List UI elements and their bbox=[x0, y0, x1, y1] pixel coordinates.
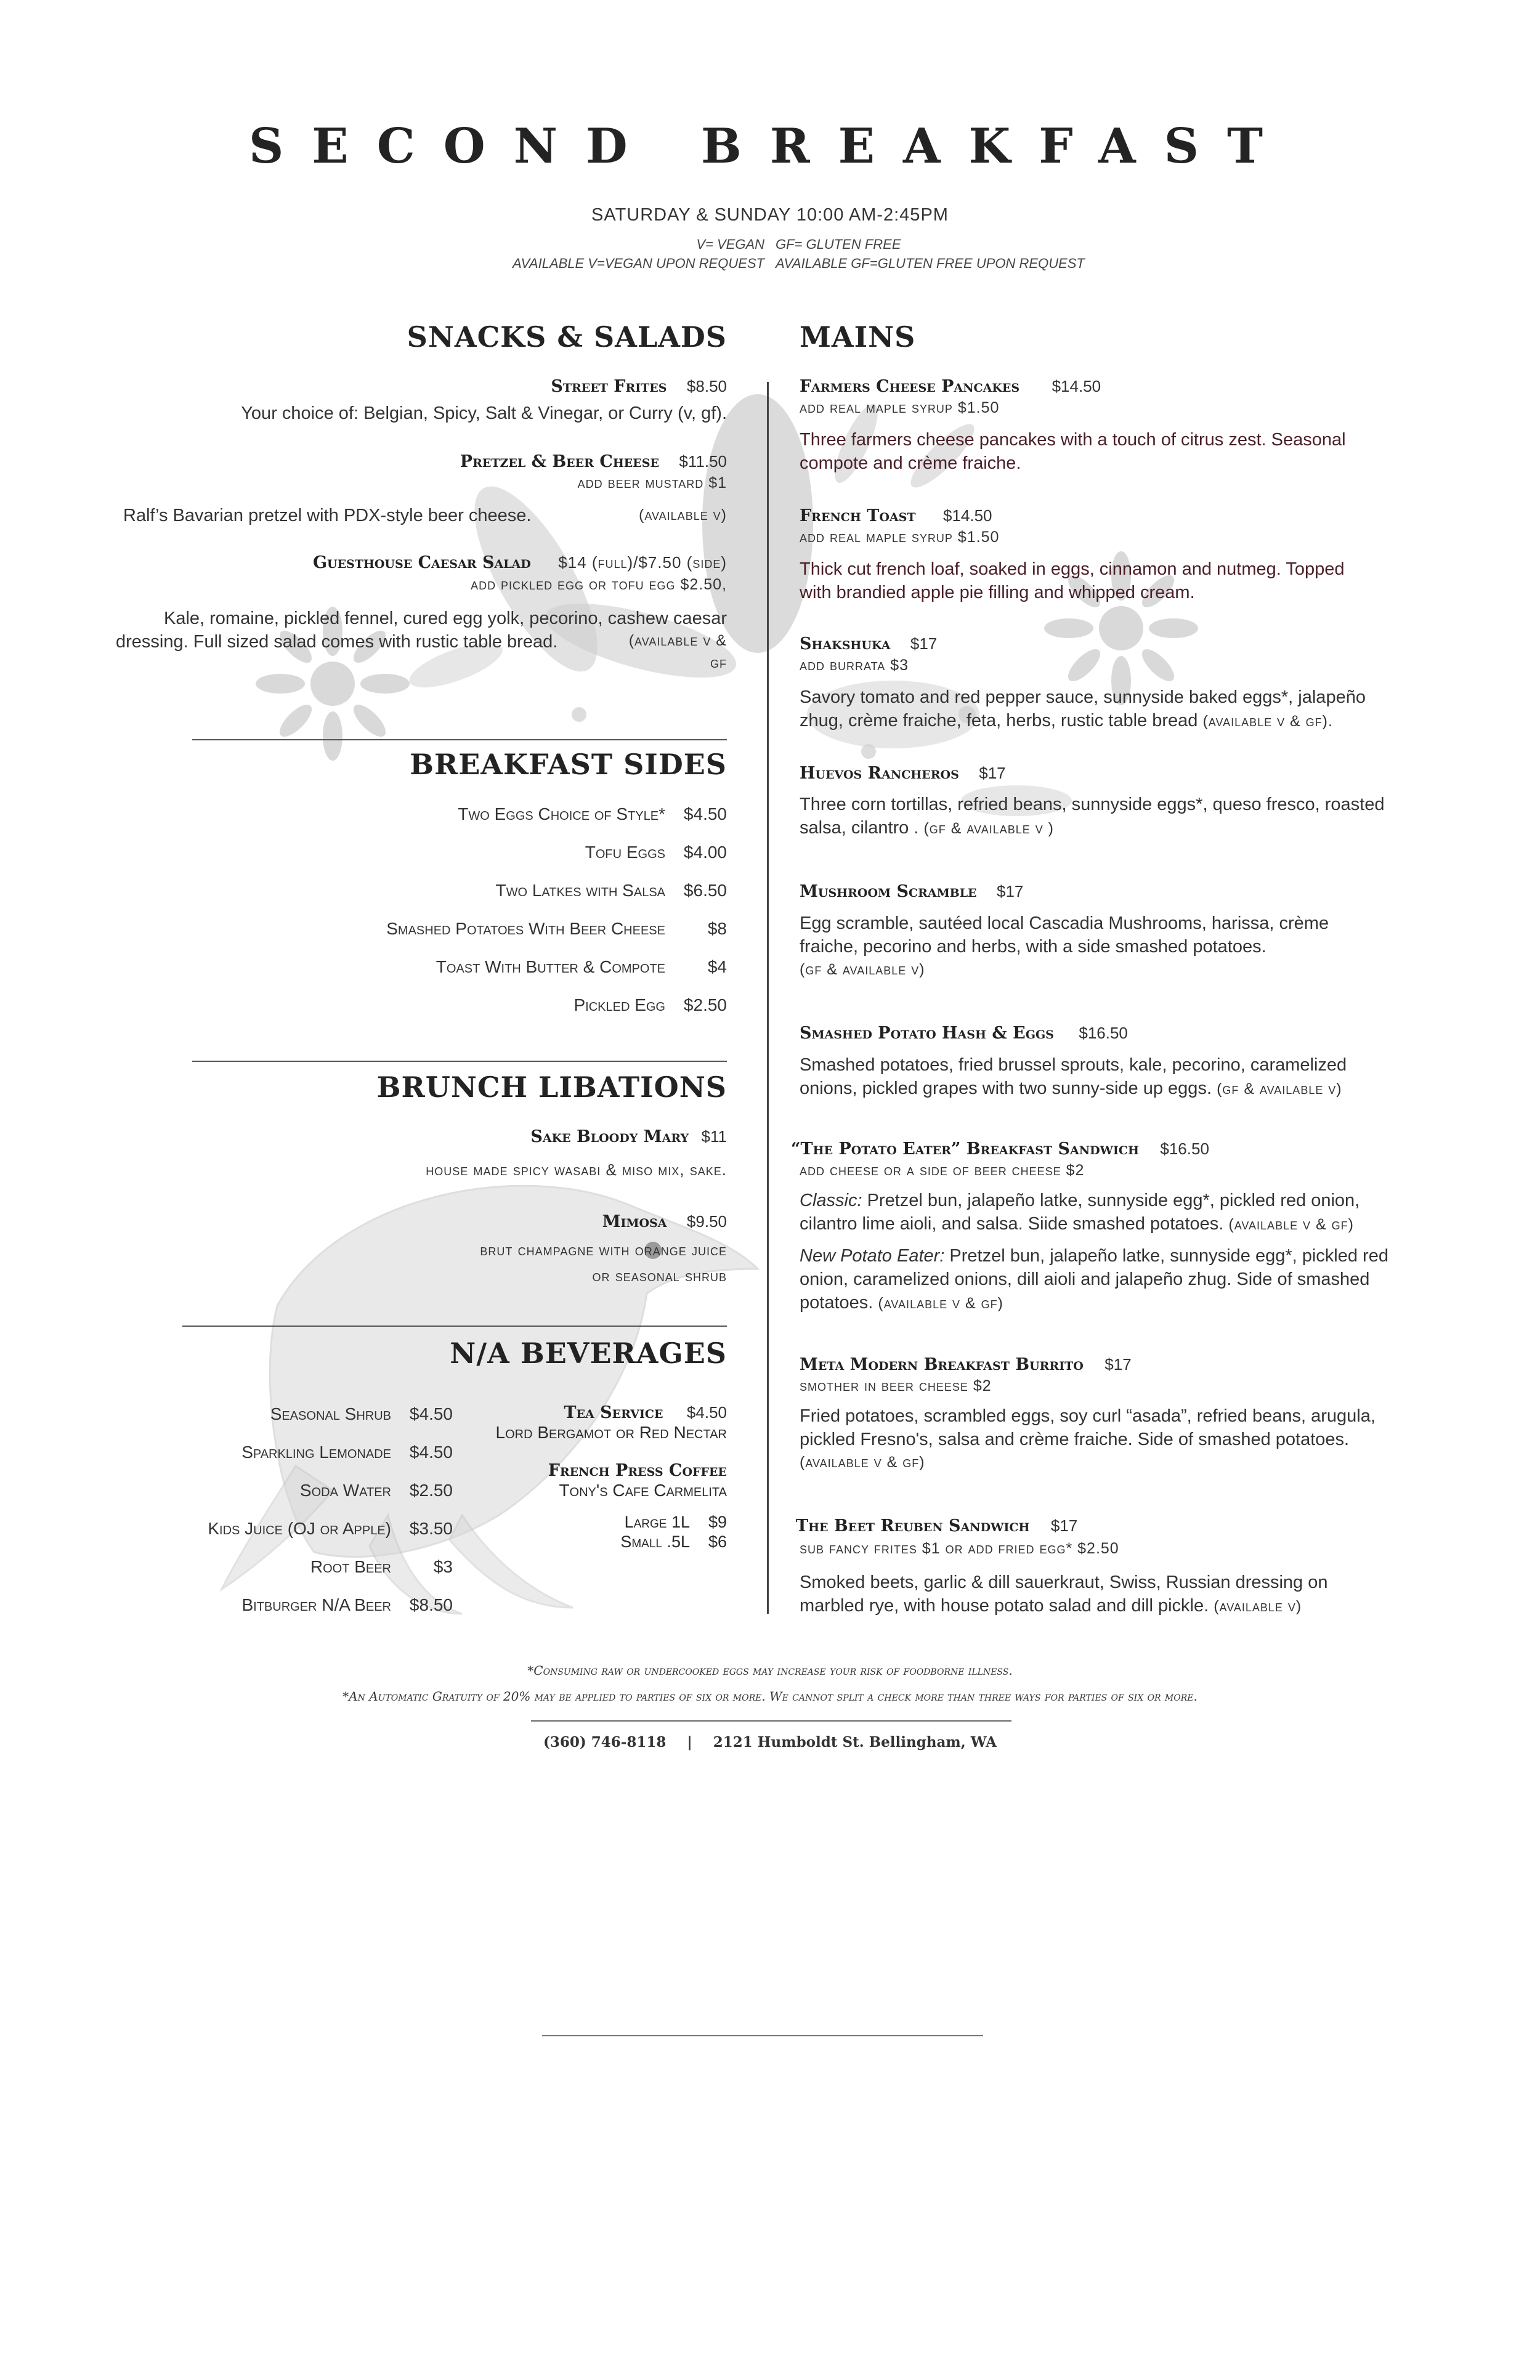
gratuity-note: *An Automatic Gratuity of 20% may be applied to parties of six or more. We cannot split a check more than three ways for parties of six or more. bbox=[342, 1689, 1198, 1704]
burrito-desc-2: pickled Fresno's, salsa and crème fraiche. Side of smashed potatoes. bbox=[800, 1430, 1350, 1449]
caesar-desc-1: Kale, romaine, pickled fennel, cured egg yolk, pecorino, cashew caesar bbox=[163, 609, 727, 628]
frites-price: $8.50 bbox=[686, 377, 727, 395]
snacks-title: SNACKS & SALADS bbox=[407, 320, 727, 354]
na-section bbox=[117, 1337, 727, 1620]
na-item: Seasonal Shrub $4.50 bbox=[270, 1404, 453, 1423]
mains-title: MAINS bbox=[800, 320, 916, 354]
legend-available-gf: AVAILABLE GF=GLUTEN FREE UPON REQUEST bbox=[776, 256, 1085, 271]
caesar-avail-2: gf bbox=[710, 654, 727, 671]
coffee-name: French Press Coffee bbox=[548, 1461, 727, 1480]
tea-name: Tea Service bbox=[564, 1403, 663, 1422]
pancakes-row: Farmers Cheese Pancakes $14.50 bbox=[800, 377, 1101, 396]
burrito-note: smother in beer cheese $2 bbox=[800, 1377, 992, 1394]
sides-title: BREAKFAST SIDES bbox=[410, 748, 727, 781]
toast-desc-1: Thick cut french loaf, soaked in eggs, cinnamon and nutmeg. Topped bbox=[800, 559, 1345, 579]
legend-row bbox=[0, 237, 1540, 253]
frites-name: Street Frites bbox=[551, 377, 667, 396]
caesar-price: $14 (full)/$7.50 (side) bbox=[558, 553, 727, 572]
bloody-name: Sake Bloody Mary bbox=[530, 1127, 689, 1146]
phone-number: (360) 746-8118 bbox=[543, 1734, 667, 1751]
huevos-row: Huevos Rancheros $17 bbox=[800, 764, 1006, 783]
reuben-note: sub fancy frites $1 or add fried egg* $2.50 bbox=[800, 1540, 1119, 1557]
bloody-price: $11 bbox=[701, 1127, 727, 1146]
pancakes-note: add real maple syrup $1.50 bbox=[800, 399, 1000, 416]
mimosa-row bbox=[602, 1212, 727, 1231]
shak-desc-2: zhug, crème fraiche, feta, herbs, rustic table bread (available v & gf). bbox=[800, 711, 1333, 731]
mush-desc-1: Egg scramble, sautéed local Cascadia Mushrooms, harissa, crème bbox=[800, 913, 1329, 933]
mimosa-desc-2: or seasonal shrub bbox=[592, 1266, 727, 1285]
caesar-name: Guesthouse Caesar Salad bbox=[312, 553, 531, 572]
caesar-row bbox=[313, 553, 727, 572]
na-item: Kids Juice (OJ or Apple) $3.50 bbox=[208, 1519, 453, 1538]
side-item: Smashed Potatoes With Beer Cheese $8 bbox=[386, 919, 727, 938]
snacks-section bbox=[116, 320, 727, 671]
mush-row: Mushroom Scramble $17 bbox=[800, 882, 1024, 901]
pancakes-desc-1: Three farmers cheese pancakes with a touch of citrus zest. Seasonal bbox=[800, 430, 1346, 450]
address: 2121 Humboldt St. Bellingham, WA bbox=[713, 1734, 997, 1751]
na-title: N/A BEVERAGES bbox=[450, 1337, 727, 1370]
page-title: SECOND BREAKFAST bbox=[248, 118, 1292, 174]
shak-note: add burrata $3 bbox=[800, 657, 909, 674]
toast-desc-2: with brandied apple pie filling and whipped cream. bbox=[800, 583, 1195, 602]
toast-row: French Toast $14.50 bbox=[800, 506, 992, 525]
classic-desc-1: Classic: Pretzel bun, jalapeño latke, sunnyside egg*, pickled red onion, bbox=[800, 1191, 1360, 1210]
column-divider bbox=[767, 382, 769, 1614]
shak-desc-1: Savory tomato and red pepper sauce, sunnyside baked eggs*, jalapeño bbox=[800, 687, 1366, 707]
classic-desc-2: cilantro lime aioli, and salsa. Siide smashed potatoes. (available v & gf) bbox=[800, 1214, 1354, 1234]
na-item: Bitburger N/A Beer $8.50 bbox=[241, 1595, 453, 1614]
mimosa-name: Mimosa bbox=[602, 1212, 667, 1231]
na-item: Soda Water $2.50 bbox=[299, 1481, 453, 1500]
pretzel-note: add beer mustard $1 bbox=[577, 474, 727, 492]
egg-warning: *Consuming raw or undercooked eggs may increase your risk of foodborne illness. bbox=[527, 1663, 1013, 1678]
newpe-desc-3: potatoes. (available v & gf) bbox=[800, 1293, 1003, 1313]
side-item: Tofu Eggs $4.00 bbox=[585, 843, 727, 862]
burrito-avail: (available v & gf) bbox=[800, 1454, 925, 1471]
side-item: Two Eggs Choice of Style* $4.50 bbox=[458, 804, 727, 824]
pretzel-price: $11.50 bbox=[679, 452, 727, 471]
reuben-desc-1: Smoked beets, garlic & dill sauerkraut, Swiss, Russian dressing on bbox=[800, 1572, 1328, 1592]
bloody-row bbox=[530, 1127, 727, 1146]
pretzel-avail: (available v) bbox=[639, 506, 727, 524]
potato-note: add cheese or a side of beer cheese $2 bbox=[800, 1162, 1085, 1179]
pancakes-desc-2: compote and crème fraiche. bbox=[800, 453, 1021, 473]
mush-avail: (gf & available v) bbox=[800, 961, 925, 978]
burrito-desc-1: Fried potatoes, scrambled eggs, soy curl “asada”, refried beans, arugula, bbox=[800, 1406, 1376, 1426]
hash-row: Smashed Potato Hash & Eggs $16.50 bbox=[800, 1024, 1128, 1043]
libations-title: BRUNCH LIBATIONS bbox=[376, 1071, 727, 1104]
section-rule bbox=[182, 1326, 727, 1327]
caesar-desc-2: dressing. Full sized salad comes with rustic table bread. bbox=[116, 632, 558, 652]
coffee-desc: Tony's Cafe Carmelita bbox=[559, 1481, 727, 1500]
reuben-desc-2: marbled rye, with house potato salad and dill pickle. (available v) bbox=[800, 1596, 1302, 1616]
newpe-desc-1: New Potato Eater: Pretzel bun, jalapeño latke, sunnyside egg*, pickled red bbox=[800, 1246, 1388, 1266]
bloody-desc: house made spicy wasabi & miso mix, sake. bbox=[426, 1160, 727, 1179]
potato-row: “The Potato Eater” Breakfast Sandwich $16.50 bbox=[791, 1139, 1209, 1159]
sides-section bbox=[117, 748, 727, 1019]
newpe-desc-2: onion, caramelized onions, dill aioli and jalapeño zhug. Side of smashed bbox=[800, 1269, 1370, 1289]
pretzel-desc: Ralf’s Bavarian pretzel with PDX-style beer cheese. bbox=[123, 506, 532, 525]
tea-desc: Lord Bergamot or Red Nectar bbox=[495, 1423, 727, 1442]
frites-row bbox=[551, 377, 727, 396]
huevos-desc-2: salsa, cilantro . (gf & available v ) bbox=[800, 818, 1054, 838]
section-rule bbox=[192, 739, 727, 740]
side-item: Toast With Butter & Compote $4 bbox=[436, 957, 727, 976]
caesar-avail-1: (available v & bbox=[628, 632, 727, 649]
section-rule bbox=[192, 1061, 727, 1062]
reuben-row: The Beet Reuben Sandwich $17 bbox=[796, 1516, 1078, 1536]
contact-line bbox=[0, 1734, 1540, 1751]
caesar-note: add pickled egg or tofu egg $2.50, bbox=[471, 576, 727, 593]
frites-desc: Your choice of: Belgian, Spicy, Salt & Vinegar, or Curry (v, gf). bbox=[241, 403, 727, 423]
hash-desc-2: onions, pickled grapes with two sunny-side up eggs. (gf & available v) bbox=[800, 1079, 1342, 1098]
coffee-large-row: Large 1L $9 bbox=[624, 1513, 727, 1531]
footer-rule bbox=[531, 1720, 1011, 1722]
mush-desc-2: fraiche, pecorino and herbs, with a side smashed potatoes. bbox=[800, 937, 1266, 957]
legend-vegan: V= VEGAN bbox=[696, 237, 764, 252]
mimosa-price: $9.50 bbox=[686, 1212, 727, 1231]
legend-available-vegan: AVAILABLE V=VEGAN UPON REQUEST bbox=[513, 256, 764, 271]
mains-section bbox=[791, 320, 1428, 1626]
legend-available-row bbox=[0, 256, 1540, 272]
side-item: Pickled Egg $2.50 bbox=[573, 995, 727, 1014]
pretzel-row bbox=[460, 452, 727, 471]
legend-gf: GF= GLUTEN FREE bbox=[776, 237, 901, 252]
contact-separator: | bbox=[687, 1734, 692, 1751]
tea-price: $4.50 bbox=[686, 1403, 727, 1422]
na-item: Root Beer $3 bbox=[310, 1557, 453, 1576]
libations-section bbox=[117, 1071, 727, 1305]
mimosa-desc-1: brut champagne with orange juice bbox=[480, 1241, 727, 1259]
side-item: Two Latkes with Salsa $6.50 bbox=[495, 881, 727, 900]
toast-note: add real maple syrup $1.50 bbox=[800, 528, 1000, 546]
hours-text: SATURDAY & SUNDAY 10:00 AM-2:45PM bbox=[591, 205, 949, 225]
shak-row: Shakshuka $17 bbox=[800, 634, 938, 654]
na-item: Sparkling Lemonade $4.50 bbox=[241, 1443, 453, 1462]
huevos-desc-1: Three corn tortillas, refried beans, sunnyside eggs*, queso fresco, roasted bbox=[800, 795, 1385, 814]
hash-desc-1: Smashed potatoes, fried brussel sprouts, kale, pecorino, caramelized bbox=[800, 1055, 1347, 1075]
burrito-row: Meta Modern Breakfast Burrito $17 bbox=[800, 1355, 1132, 1374]
tea-row bbox=[564, 1403, 727, 1422]
bottom-rule bbox=[542, 2035, 983, 2036]
coffee-small-row: Small .5L $6 bbox=[620, 1532, 727, 1551]
pretzel-name: Pretzel & Beer Cheese bbox=[460, 452, 659, 471]
